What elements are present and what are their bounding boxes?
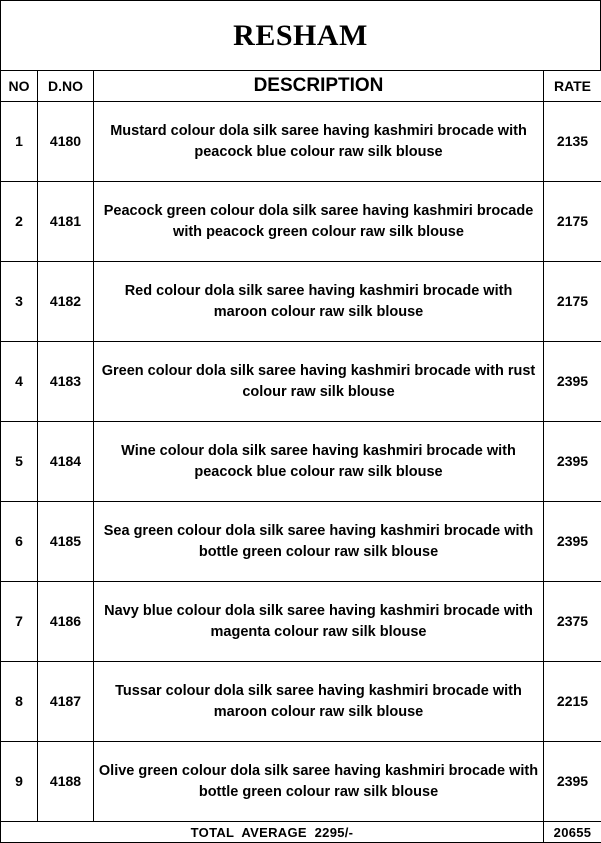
row-no: 5 [1, 422, 38, 502]
price-table [0, 70, 601, 843]
row-rate: 2395 [544, 742, 601, 822]
row-description: Mustard colour dola silk saree having kashmiri brocade with peacock blue colour raw silk blouse [94, 102, 544, 182]
row-description: Peacock green colour dola silk saree having kashmiri brocade with peacock green colour raw silk blouse [94, 182, 544, 262]
row-dno: 4184 [38, 422, 94, 502]
row-description: Sea green colour dola silk saree having kashmiri brocade with bottle green colour raw silk blouse [94, 502, 544, 582]
table-row [1, 662, 601, 742]
table-row [1, 422, 601, 502]
row-dno: 4187 [38, 662, 94, 742]
row-rate: 2215 [544, 662, 601, 742]
row-description: Olive green colour dola silk saree having kashmiri brocade with bottle green colour raw silk blouse [94, 742, 544, 822]
header-rate: RATE [544, 71, 601, 102]
row-description: Wine colour dola silk saree having kashmiri brocade with peacock blue colour raw silk blouse [94, 422, 544, 502]
table-row [1, 582, 601, 662]
row-no: 3 [1, 262, 38, 342]
row-rate: 2395 [544, 502, 601, 582]
footer-row [1, 822, 601, 843]
row-dno: 4185 [38, 502, 94, 582]
row-dno: 4188 [38, 742, 94, 822]
row-dno: 4186 [38, 582, 94, 662]
row-dno: 4183 [38, 342, 94, 422]
row-description: Navy blue colour dola silk saree having kashmiri brocade with magenta colour raw silk blouse [94, 582, 544, 662]
header-no: NO [1, 71, 38, 102]
table-row [1, 262, 601, 342]
row-no: 4 [1, 342, 38, 422]
row-rate: 2395 [544, 422, 601, 502]
catalog-title: RESHAM [0, 0, 601, 70]
header-row [1, 71, 601, 102]
table-row [1, 182, 601, 262]
table-row [1, 742, 601, 822]
row-no: 9 [1, 742, 38, 822]
row-rate: 2175 [544, 182, 601, 262]
header-description: DESCRIPTION [94, 71, 544, 102]
table-row [1, 342, 601, 422]
row-no: 6 [1, 502, 38, 582]
row-dno: 4180 [38, 102, 94, 182]
row-description: Red colour dola silk saree having kashmiri brocade with maroon colour raw silk blouse [94, 262, 544, 342]
table-row [1, 502, 601, 582]
total-average-label: TOTAL AVERAGE 2295/- [1, 822, 544, 843]
row-rate: 2135 [544, 102, 601, 182]
row-rate: 2375 [544, 582, 601, 662]
row-dno: 4182 [38, 262, 94, 342]
row-rate: 2175 [544, 262, 601, 342]
table-row [1, 102, 601, 182]
row-description: Green colour dola silk saree having kashmiri brocade with rust colour raw silk blouse [94, 342, 544, 422]
total-value: 20655 [544, 822, 601, 843]
row-no: 2 [1, 182, 38, 262]
row-dno: 4181 [38, 182, 94, 262]
row-rate: 2395 [544, 342, 601, 422]
row-no: 1 [1, 102, 38, 182]
header-dno: D.NO [38, 71, 94, 102]
row-description: Tussar colour dola silk saree having kashmiri brocade with maroon colour raw silk blouse [94, 662, 544, 742]
row-no: 7 [1, 582, 38, 662]
row-no: 8 [1, 662, 38, 742]
